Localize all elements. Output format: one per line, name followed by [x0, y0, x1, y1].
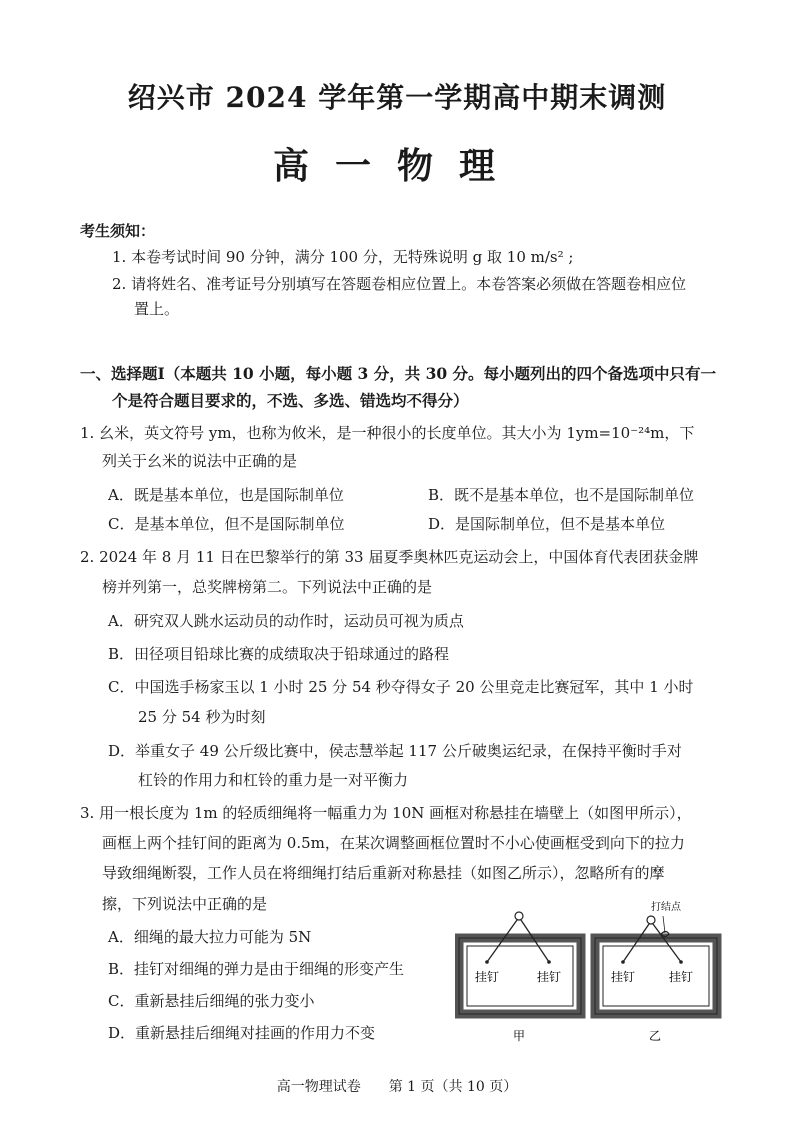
- q1-option-b: B．既不是基本单位，也不是国际制单位: [428, 486, 695, 504]
- q1-stem-line-2: 列关于幺米的说法中正确的是: [102, 452, 298, 470]
- q1-option-d: D．是国际制单位，但不是基本单位: [428, 515, 666, 533]
- knot-label: 打结点: [651, 902, 681, 913]
- picture-frame-figure: [455, 900, 725, 1054]
- caption-yi: 乙: [649, 1029, 662, 1043]
- section-heading-line-1: 一、选择题Ⅰ（本题共 10 小题，每小题 3 分，共 30 分。每小题列出的四个备选项中只有一: [80, 364, 717, 383]
- q2-option-d-line-2: 杠铃的作用力和杠铃的重力是一对平衡力: [138, 771, 409, 789]
- notice-heading: 考生须知：: [80, 222, 156, 240]
- wall-nail-yi: [647, 916, 655, 924]
- nail-label-jia-left: 挂钉: [475, 970, 500, 984]
- q1-option-a: A．既是基本单位，也是国际制单位: [108, 486, 344, 504]
- nail-label-yi-right: 挂钉: [669, 970, 694, 984]
- frame-diagram: [455, 900, 725, 1050]
- q1-stem-line-1: 1. 幺米，英文符号 ym，也称为攸米，是一种很小的长度单位。其大小为 1ym=10⁻²⁴m，下: [80, 424, 695, 442]
- notice-item-2-line-2: 置上。: [134, 300, 180, 318]
- q2-stem-line-2: 榜并列第一，总奖牌榜第二。下列说法中正确的是: [102, 578, 433, 596]
- nail-label-jia-right: 挂钉: [537, 970, 562, 984]
- q3-option-d: D．重新悬挂后细绳对挂画的作用力不变: [108, 1024, 376, 1042]
- q1-option-c: C．是基本单位，但不是国际制单位: [108, 515, 345, 533]
- wall-nail-jia: [515, 912, 523, 920]
- nail-label-yi-left: 挂钉: [611, 970, 636, 984]
- q2-option-c-line-1: C．中国选手杨家玉以 1 小时 25 分 54 秒夺得女子 20 公里竞走比赛冠军，其中 1 小时: [108, 678, 694, 696]
- rope-yi-left: [623, 924, 649, 962]
- q3-option-b: B．挂钉对细绳的弹力是由于细绳的形变产生: [108, 960, 405, 978]
- page-footer: 高一物理试卷 第 1 页（共 10 页）: [276, 1079, 518, 1095]
- notice-item-1: 1. 本卷考试时间 90 分钟，满分 100 分，无特殊说明 g 取 10 m/s² ;: [112, 248, 574, 266]
- q3-option-a: A．细绳的最大拉力可能为 5N: [108, 928, 312, 946]
- q3-stem-line-4: 擦，下列说法中正确的是: [102, 895, 268, 913]
- exam-title: 绍兴市 2024 学年第一学期高中期末调测: [127, 81, 667, 114]
- subject-title: 高一物理: [272, 145, 521, 187]
- q2-option-b: B．田径项目铅球比赛的成绩取决于铅球通过的路程: [108, 645, 450, 663]
- rope-yi-right: [653, 924, 681, 962]
- q3-stem-line-1: 3. 用一根长度为 1m 的轻质细绳将一幅重力为 10N 画框对称悬挂在墙壁上（如图甲所示），: [80, 804, 692, 822]
- caption-jia: 甲: [513, 1029, 526, 1043]
- q3-stem-line-2: 画框上两个挂钉间的距离为 0.5m，在某次调整画框位置时不小心使画框受到向下的拉力: [102, 834, 685, 852]
- q3-stem-line-3: 导致细绳断裂，工作人员在将细绳打结后重新对称悬挂（如图乙所示），忽略所有的摩: [102, 864, 665, 882]
- q3-option-c: C．重新悬挂后细绳的张力变小: [108, 992, 315, 1010]
- q2-stem-line-1: 2. 2024 年 8 月 11 日在巴黎举行的第 33 届夏季奥林匹克运动会上，中国体育代表团获金牌: [80, 548, 699, 566]
- section-heading-line-2: 个是符合题目要求的，不选、多选、错选均不得分）: [112, 391, 469, 410]
- q2-option-d-line-1: D．举重女子 49 公斤级比赛中，侯志慧举起 117 公斤破奥运纪录，在保持平衡时手对: [108, 742, 682, 760]
- q2-option-c-line-2: 25 分 54 秒为时刻: [138, 708, 266, 726]
- q2-option-a: A．研究双人跳水运动员的动作时，运动员可视为质点: [108, 612, 464, 630]
- notice-item-2-line-1: 2. 请将姓名、准考证号分别填写在答题卷相应位置上。本卷答案必须做在答题卷相应位: [112, 275, 687, 293]
